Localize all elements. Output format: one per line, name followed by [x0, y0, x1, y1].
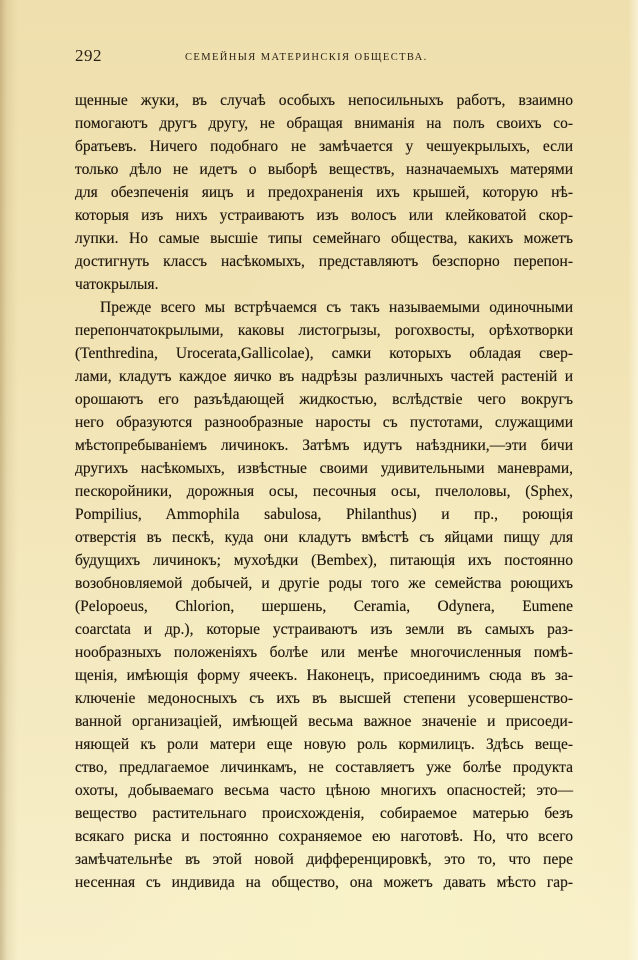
running-head: СЕМЕЙНЫЯ МАТЕРИНСКІЯ ОБЩЕСТВА. — [185, 52, 428, 63]
text-line: (Tenthredina, Urocerata,Gallicolae), самки которыхъ обладая свер- — [75, 345, 573, 362]
paragraph — [75, 296, 573, 894]
body-text — [75, 89, 573, 894]
text-line: другихъ насѣкомыхъ, извѣстные своими удивительными маневрами, — [75, 460, 573, 477]
text-line: помогаютъ другъ другу, не обращая вниманія на полъ своихъ со- — [75, 115, 573, 132]
text-line: нообразныхъ положеніяхъ болѣе или менѣе многочисленныя помѣ- — [75, 644, 573, 661]
text-line: братьевъ. Ничего подобнаго не замѣчается у чешуекрылыхъ, если — [75, 138, 573, 155]
text-line: лупки. Но самые высшіе типы семейнаго общества, какихъ можетъ — [75, 230, 573, 247]
page-header — [75, 46, 573, 68]
text-line: достигнуть классъ насѣкомыхъ, представляютъ безспорно перепон- — [75, 253, 573, 270]
text-line: щенія, имѣющія форму ячеекъ. Наконецъ, присоединимъ сюда въ за- — [75, 667, 573, 684]
text-line: вещество растительнаго происхожденія, собираемое матерью безъ — [75, 805, 573, 822]
text-line: ключеніе медоносныхъ съ ихъ въ высшей степени усовершенство- — [75, 690, 573, 707]
text-line: Прежде всего мы встрѣчаемся съ такъ называемыми одиночными — [100, 299, 573, 316]
text-line: лами, кладутъ каждое яичко въ надрѣзы различныхъ частей растеній и — [75, 368, 573, 385]
text-line: орошаютъ его разъѣдающей жидкостью, вслѣдствіе чего вокругъ — [75, 391, 573, 408]
text-line: чатокрылыя. — [75, 276, 159, 293]
text-line: охоты, добываемаго весьма часто цѣною многихъ опасностей; это— — [75, 782, 573, 799]
text-line: пескоройники, дорожныя осы, песочныя осы, пчелоловы, (Sphex, — [75, 483, 573, 500]
page-number: 292 — [75, 46, 102, 65]
text-line: несенная съ индивида на общество, она можетъ давать мѣсто гар- — [75, 874, 573, 891]
text-line: для обезпеченія яицъ и предохраненія ихъ крышей, которую нѣ- — [75, 184, 573, 201]
text-line: перепончатокрылыми, каковы листогрызы, рогохвосты, орѣхотворки — [75, 322, 573, 339]
text-line: которыя изъ нихъ устраиваютъ изъ волосъ или клейковатой скор- — [75, 207, 573, 224]
text-line: всякаго риска и постоянно сохраняемое ею наготовѣ. Но, что всего — [75, 828, 573, 845]
text-line: него образуются разнообразные наросты съ пустотами, служащими — [75, 414, 573, 431]
text-line: няющей къ роли матери еще новую роль кормилицъ. Здѣсь веще- — [75, 736, 573, 753]
text-line: (Pelopoeus, Chlorion, шершень, Ceramia, Odynera, Eumene — [75, 598, 573, 615]
text-line: мѣстопребываніемъ личинокъ. Затѣмъ идутъ наѣздники,—эти бичи — [75, 437, 573, 454]
text-line: только дѣло не идетъ о выборѣ веществъ, назначаемыхъ матерями — [75, 161, 573, 178]
text-line: ванной организаціей, имѣющей весьма важное значеніе и присоеди- — [75, 713, 573, 730]
text-line: будущихъ личинокъ; мухоѣдки (Bembex), питающія ихъ постоянно — [75, 552, 573, 569]
text-line: coarctata и др.), которые устраиваютъ изъ земли въ самыхъ раз- — [75, 621, 573, 638]
paragraph — [75, 89, 573, 296]
text-line: щенные жуки, въ случаѣ особыхъ непосильныхъ работъ, взаимно — [75, 92, 573, 109]
text-line: замѣчательнѣе въ этой новой дифференцировкѣ, это то, что пере — [75, 851, 573, 868]
text-line: отверстія въ пескѣ, куда они кладутъ вмѣстѣ съ яйцами пищу для — [75, 529, 573, 546]
text-line: ство, предлагаемое личинкамъ, не составляетъ уже болѣе продукта — [75, 759, 573, 776]
text-line: Pompilius, Ammophila sabulosa, Philanthus) и пр., роющія — [75, 506, 573, 523]
text-line: возобновляемой добычей, и другіе роды того же семейства роющихъ — [75, 575, 573, 592]
